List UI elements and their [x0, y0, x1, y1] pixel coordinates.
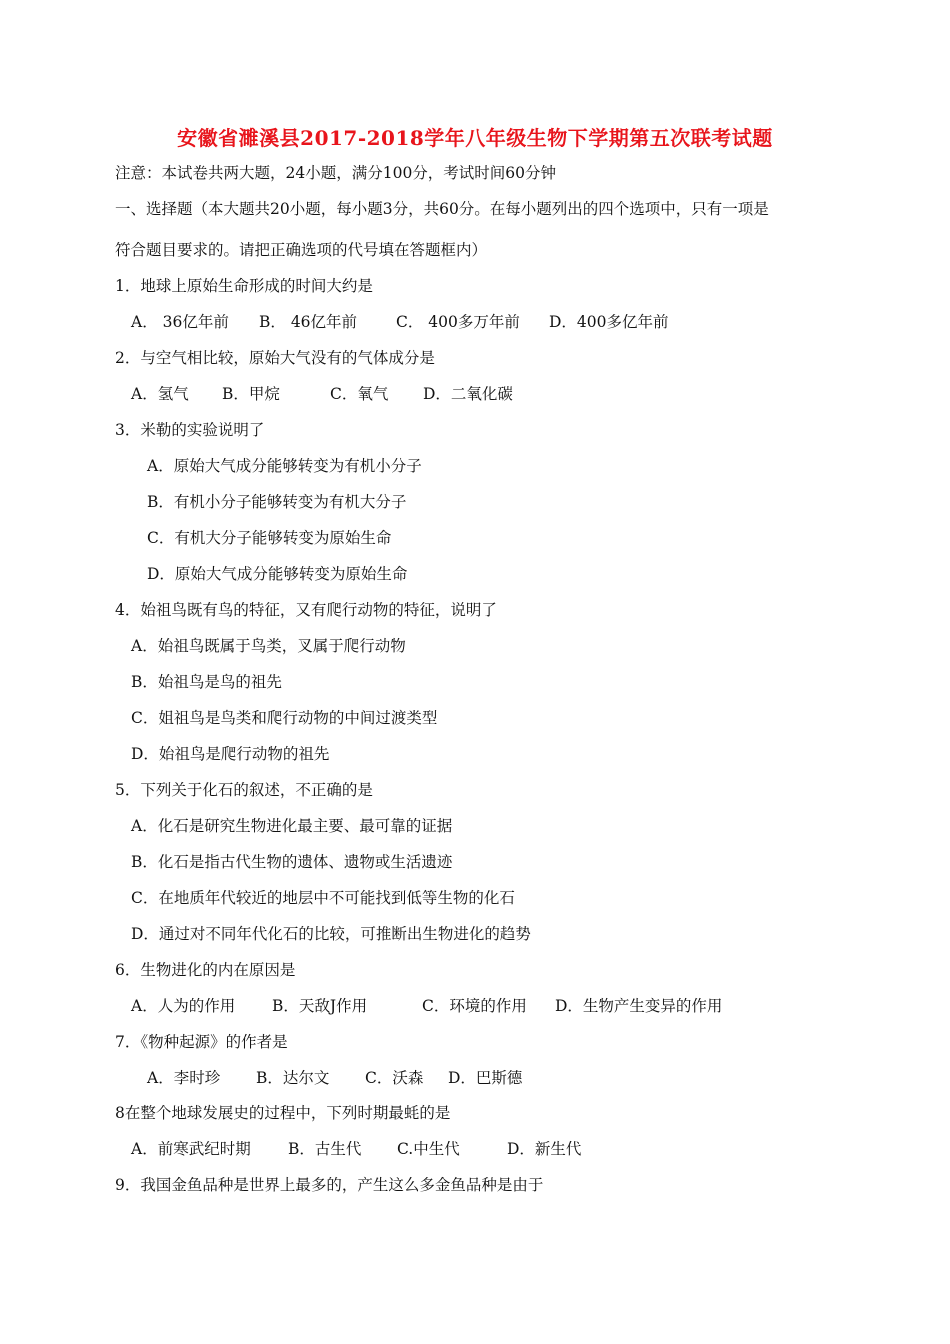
question-8-option-b: B．古生代 [288, 1140, 362, 1158]
question-6-option-a: A．人为的作用 [131, 997, 236, 1015]
question-3-option-a: A．原始大气成分能够转变为有机小分子 [147, 457, 422, 475]
question-1-option-b: B． 46亿年前 [259, 313, 358, 331]
question-2-option-b: B．甲烷 [222, 385, 280, 403]
question-3-option-d: D．原始大气成分能够转变为原始生命 [147, 565, 408, 583]
question-6-option-d: D．生物产生变异的作用 [555, 997, 723, 1015]
question-7-stem: 7．《物种起源》的作者是 [115, 1033, 288, 1051]
question-7-option-c: C．沃森 [365, 1069, 424, 1087]
question-1-option-d: D．400多亿年前 [549, 313, 669, 331]
question-4-option-c: C．姐祖鸟是鸟类和爬行动物的中间过渡类型 [131, 709, 438, 727]
question-4-option-a: A．始祖鸟既属于鸟类，叉属于爬行动物 [131, 637, 406, 655]
question-6-option-c: C．环境的作用 [422, 997, 527, 1015]
question-1-stem: 1．地球上原始生命形成的时间大约是 [115, 277, 373, 295]
question-8-option-d: D．新生代 [507, 1140, 582, 1158]
question-5-stem: 5．下列关于化石的叙述，不正确的是 [115, 781, 373, 799]
section-heading-line-2: 符合题目要求的。请把正确选项的代号填在答题框内） [115, 241, 488, 259]
question-5-option-a: A．化石是研究生物进化最主要、最可靠的证据 [131, 817, 453, 835]
question-6-option-b: B．天敌J作用 [272, 997, 368, 1015]
question-2-stem: 2．与空气相比较，原始大气没有的气体成分是 [115, 349, 435, 367]
question-7-option-d: D．巴斯德 [448, 1069, 523, 1087]
question-2-option-d: D．二氧化碳 [423, 385, 513, 403]
question-4-option-b: B．始祖鸟是鸟的祖先 [131, 673, 282, 691]
exam-note: 注意：本试卷共两大题，24小题，满分100分，考试时间60分钟 [115, 164, 557, 182]
question-4-option-d: D．始祖鸟是爬行动物的祖先 [131, 745, 330, 763]
question-5-option-d: D．通过对不同年代化石的比较，可推断出生物进化的趋势 [131, 925, 531, 943]
question-2-option-c: C．氧气 [330, 385, 389, 403]
question-6-stem: 6．生物进化的内在原因是 [115, 961, 296, 979]
question-5-option-c: C．在地质年代较近的地层中不可能找到低等生物的化石 [131, 889, 515, 907]
question-3-option-c: C．有机大分子能够转变为原始生命 [147, 529, 392, 547]
question-5-option-b: B．化石是指古代生物的遗体、遗物或生活遗迹 [131, 853, 453, 871]
section-heading-line-1: 一、选择题（本大题共20小题，每小题3分，共60分。在每小题列出的四个选项中，只有一项是 [115, 200, 769, 218]
question-2-option-a: A．氢气 [131, 385, 189, 403]
question-9-stem: 9．我国金鱼品种是世界上最多的，产生这么多金鱼品种是由于 [115, 1176, 544, 1194]
question-3-option-b: B．有机小分子能够转变为有机大分子 [147, 493, 407, 511]
question-1-option-c: C． 400多万年前 [396, 313, 520, 331]
question-8-option-a: A．前寒武纪时期 [131, 1140, 251, 1158]
question-8-option-c: C.中生代 [397, 1140, 460, 1158]
question-8-stem: 8在整个地球发展史的过程中，下列时期最蚝的是 [115, 1104, 451, 1122]
question-4-stem: 4．始祖鸟既有鸟的特征，又有爬行动物的特征，说明了 [115, 601, 497, 619]
question-7-option-b: B．达尔文 [256, 1069, 330, 1087]
question-1-option-a: A． 36亿年前 [131, 313, 229, 331]
question-7-option-a: A．李时珍 [147, 1069, 221, 1087]
document-title: 安徽省濉溪县2017-2018学年八年级生物下学期第五次联考试题 [177, 126, 773, 150]
question-3-stem: 3．米勒的实验说明了 [115, 421, 265, 439]
